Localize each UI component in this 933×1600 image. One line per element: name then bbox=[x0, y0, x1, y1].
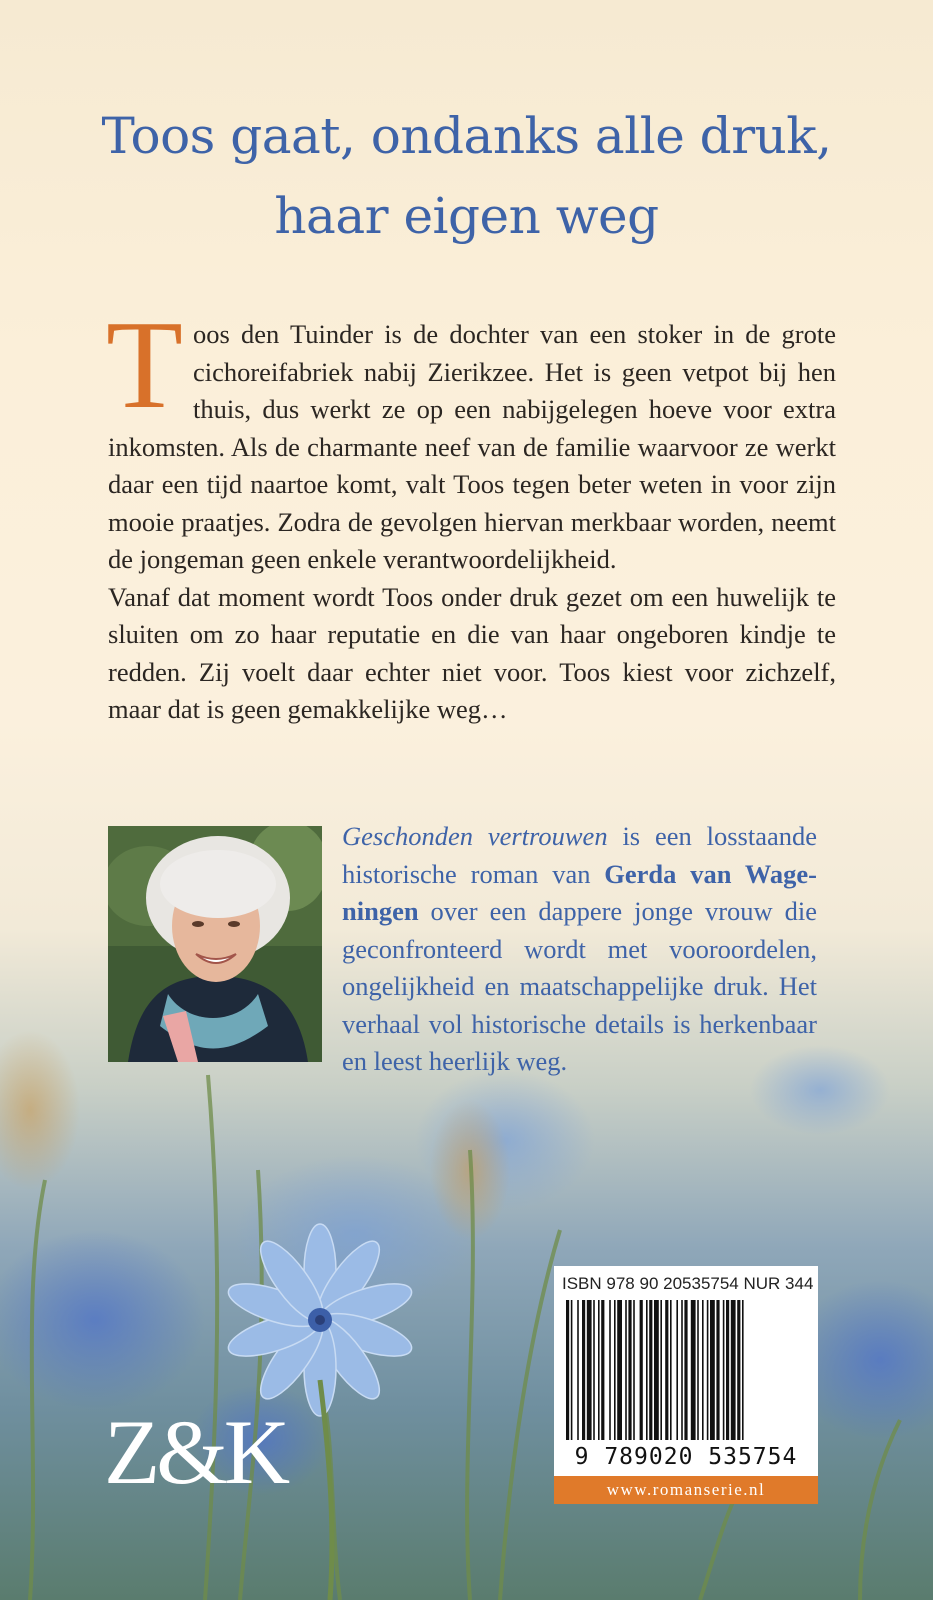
barcode-bar bbox=[731, 1300, 736, 1440]
barcode-bar bbox=[726, 1300, 729, 1440]
barcode-bar bbox=[665, 1300, 668, 1440]
barcode-bar bbox=[609, 1300, 611, 1440]
barcode-bar bbox=[697, 1300, 699, 1440]
barcode-bar bbox=[646, 1300, 648, 1440]
barcode-bar bbox=[598, 1300, 600, 1440]
book-title: Geschonden vertrouwen bbox=[342, 821, 608, 851]
barcode-bar bbox=[577, 1300, 579, 1440]
barcode-bar bbox=[625, 1300, 627, 1440]
barcode-bar bbox=[593, 1300, 595, 1440]
barcode-bar bbox=[571, 1300, 573, 1440]
author-blurb bbox=[342, 818, 817, 1081]
barcode-bar bbox=[684, 1300, 687, 1440]
author-photo bbox=[108, 826, 322, 1062]
barcode-bar bbox=[582, 1300, 585, 1440]
barcode-bar bbox=[660, 1300, 662, 1440]
barcode-bar bbox=[716, 1300, 719, 1440]
book-blurb bbox=[106, 296, 836, 729]
barcode-bar bbox=[710, 1300, 715, 1440]
barcode-bar bbox=[670, 1300, 672, 1440]
barcode-bar bbox=[737, 1300, 740, 1440]
drop-cap: T bbox=[106, 296, 183, 435]
headline-line-1: Toos gaat, ondanks alle druk, bbox=[101, 107, 832, 165]
barcode-bar bbox=[681, 1300, 683, 1440]
barcode-bar bbox=[628, 1300, 631, 1440]
isbn-nur-line: ISBN 978 90 20535754 NUR 344 bbox=[562, 1274, 814, 1293]
author-blurb-text-1: is een losstaande historische roman van bbox=[342, 821, 818, 889]
barcode-bar bbox=[587, 1300, 592, 1440]
barcode-bar bbox=[723, 1300, 725, 1440]
author-name: Gerda van Wageningen bbox=[342, 858, 817, 926]
barcode-bar bbox=[654, 1300, 659, 1440]
barcode-bar bbox=[566, 1300, 569, 1440]
author-blurb-text-2: over een dappere jonge vrouw die geconfronteerd wordt met vooroordelen, ongelijkheid en maatschappelijke druk. Het verhaal vol historische details is herkenbaar en leest heerlijk weg. bbox=[342, 896, 817, 1076]
barcode-bar bbox=[601, 1300, 604, 1440]
headline bbox=[0, 96, 933, 256]
barcode-bar bbox=[640, 1300, 643, 1440]
barcode-bar bbox=[702, 1300, 704, 1440]
author-portrait-illustration bbox=[108, 826, 322, 1062]
barcode-bars bbox=[554, 1266, 818, 1444]
blurb-paragraph-2: Vanaf dat moment wordt Toos onder druk gezet om een huwelijk te sluiten om zo haar reputatie en die van haar ongeboren kindje te redden. Zij voelt daar echter niet voor. Toos kiest voor zichzelf, maar dat is geen gemakkelijke weg… bbox=[108, 581, 836, 724]
barcode-bar bbox=[649, 1300, 652, 1440]
blurb-paragraph-1 bbox=[106, 296, 836, 579]
website-url: www.romanserie.nl bbox=[554, 1476, 818, 1504]
barcode-bar bbox=[742, 1300, 744, 1440]
barcode-bar bbox=[676, 1300, 678, 1440]
barcode-digits: 9 789020 535754 bbox=[574, 1444, 798, 1470]
barcode-bar bbox=[691, 1300, 696, 1440]
barcode-panel bbox=[554, 1266, 818, 1502]
publisher-logo: Z&K bbox=[104, 1401, 287, 1503]
barcode-bar bbox=[617, 1300, 622, 1440]
barcode-bar bbox=[633, 1300, 635, 1440]
headline-line-2: haar eigen weg bbox=[274, 187, 659, 245]
barcode-bar bbox=[707, 1300, 709, 1440]
blurb-paragraph-1-text: oos den Tuinder is de dochter van een stoker in de grote cichoreifabriek nabij Zierikzee. Het is geen vetpot bij hen thuis, dus werkt ze op een nabijgelegen hoeve voor extra inkomsten. Als de charmante neef van de familie waarvoor ze werkt daar een tijd naartoe komt, valt Toos tegen beter weten in voor zijn mooie praatjes. Zodra de gevolgen hiervan merkbaar worden, neemt de jongeman geen enkele verantwoordelijkheid. bbox=[108, 319, 836, 574]
barcode-bar bbox=[614, 1300, 616, 1440]
